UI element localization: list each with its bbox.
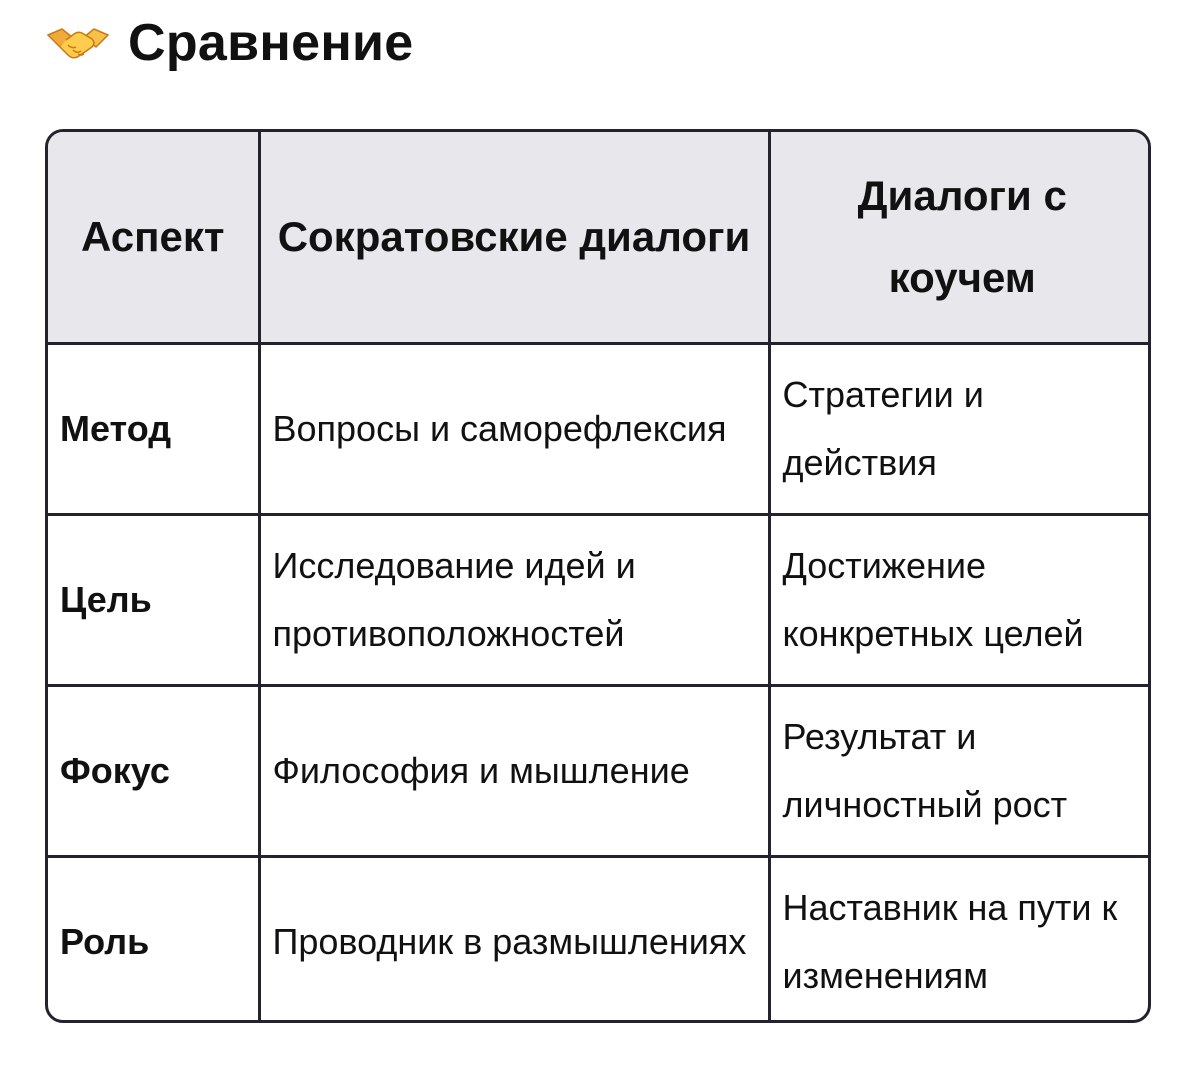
table-row: [48, 856, 1151, 1023]
aspect-cell: Фокус: [48, 685, 259, 856]
column-header-aspect: Аспект: [48, 132, 259, 343]
socratic-cell: Вопросы и саморефлексия: [259, 343, 769, 514]
table-header-row: [48, 132, 1151, 343]
aspect-cell: Метод: [48, 343, 259, 514]
section-header: [46, 10, 414, 76]
handshake-icon: [46, 23, 110, 63]
coaching-cell: Наставник на пути к изменениям: [769, 856, 1151, 1023]
comparison-table: [45, 129, 1151, 1023]
column-header-socratic: Сократовские диалоги: [259, 132, 769, 343]
table-row: [48, 514, 1151, 685]
aspect-cell: Цель: [48, 514, 259, 685]
coaching-cell: Результат и личностный рост: [769, 685, 1151, 856]
coaching-cell: Достижение конкретных целей: [769, 514, 1151, 685]
table-row: [48, 685, 1151, 856]
page-title: Сравнение: [128, 14, 414, 72]
aspect-cell: Роль: [48, 856, 259, 1023]
column-header-coaching: Диалоги с коучем: [769, 132, 1151, 343]
socratic-cell: Философия и мышление: [259, 685, 769, 856]
table-row: [48, 343, 1151, 514]
socratic-cell: Проводник в размышлениях: [259, 856, 769, 1023]
socratic-cell: Исследование идей и противоположностей: [259, 514, 769, 685]
coaching-cell: Стратегии и действия: [769, 343, 1151, 514]
